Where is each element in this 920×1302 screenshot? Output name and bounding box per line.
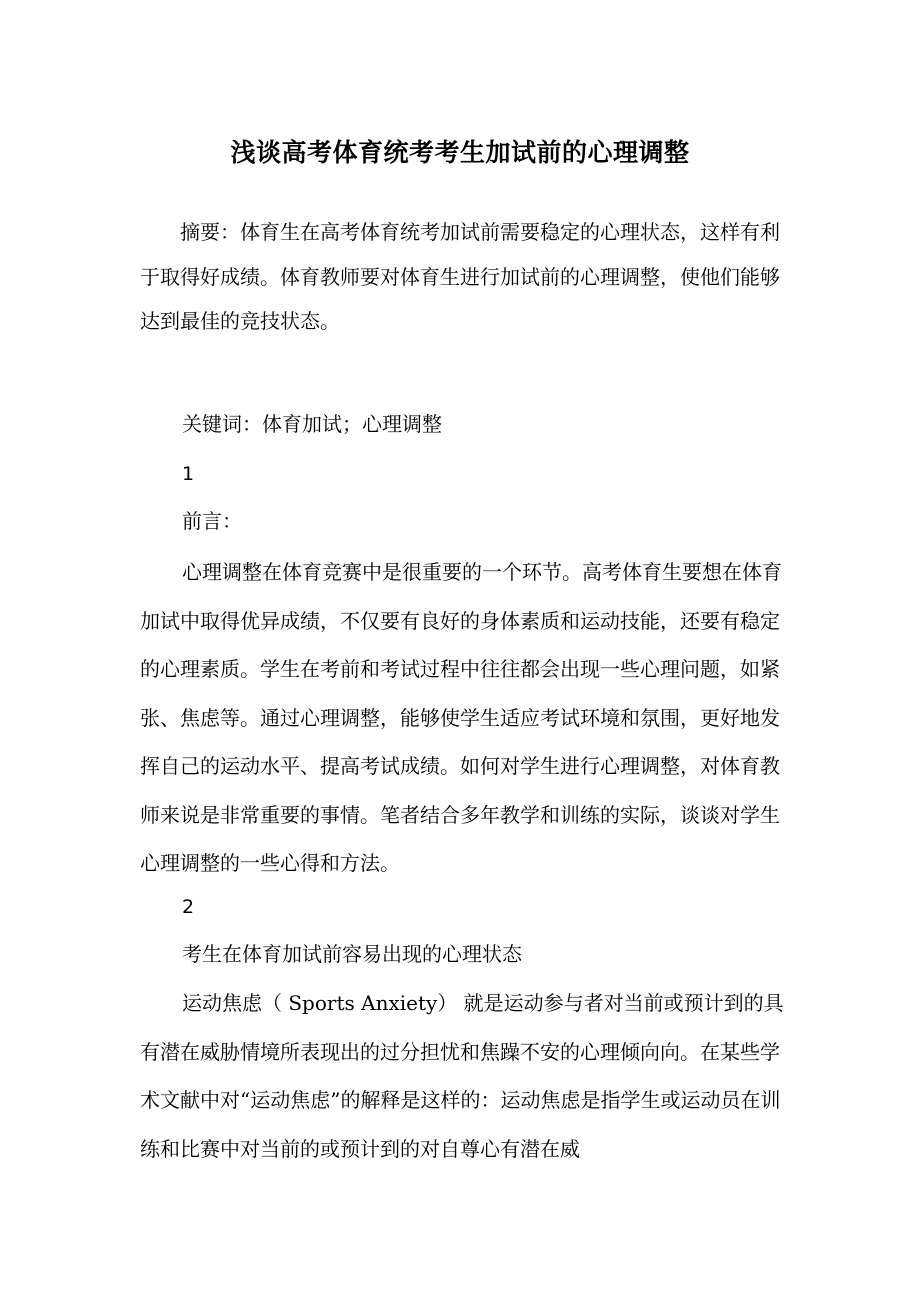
section-1-body: 心理调整在体育竞赛中是很重要的一个环节。高考体育生要想在体育加试中取得优异成绩，不仅要有良好的身体素质和运动技能，还要有稳定的心理素质。学生在考前和考试过程中往往都会出现一些心理问题，如紧张、焦虑等。通过心理调整，能够使学生适应考试环境和氛围，更好地发挥自己的运动水平、提高考试成绩。如何对学生进行心理调整，对体育教师来说是非常重要的事情。笔者结合多年教学和训练的实际，谈谈对学生心理调整的一些心得和方法。 <box>140 560 782 875</box>
section-1-number: 1 <box>182 463 195 485</box>
section-2-body: 运动焦虑（ Sports Anxiety） 就是运动参与者对当前或预计到的具有潜在威胁情境所表现出的过分担忧和焦躁不安的心理倾向向。在某些学术文献中对“运动焦虑”的解释是这样的：运动焦虑是指学生或运动员在训练和比赛中对当前的或预计到的对自尊心有潜在威 <box>140 991 784 1161</box>
abstract-paragraph: 摘要：体育生在高考体育统考加试前需要稳定的心理状态，这样有利于取得好成绩。体育教师要对体育生进行加试前的心理调整，使他们能够达到最佳的竞技状态。 <box>140 220 780 333</box>
keywords-line: 关键词：体育加试；心理调整 <box>182 412 442 436</box>
section-1-heading: 前言： <box>182 509 242 533</box>
document-title: 浅谈高考体育统考考生加试前的心理调整 <box>230 137 690 167</box>
section-2-heading: 考生在体育加试前容易出现的心理状态 <box>182 942 522 966</box>
section-2-number: 2 <box>182 896 195 918</box>
